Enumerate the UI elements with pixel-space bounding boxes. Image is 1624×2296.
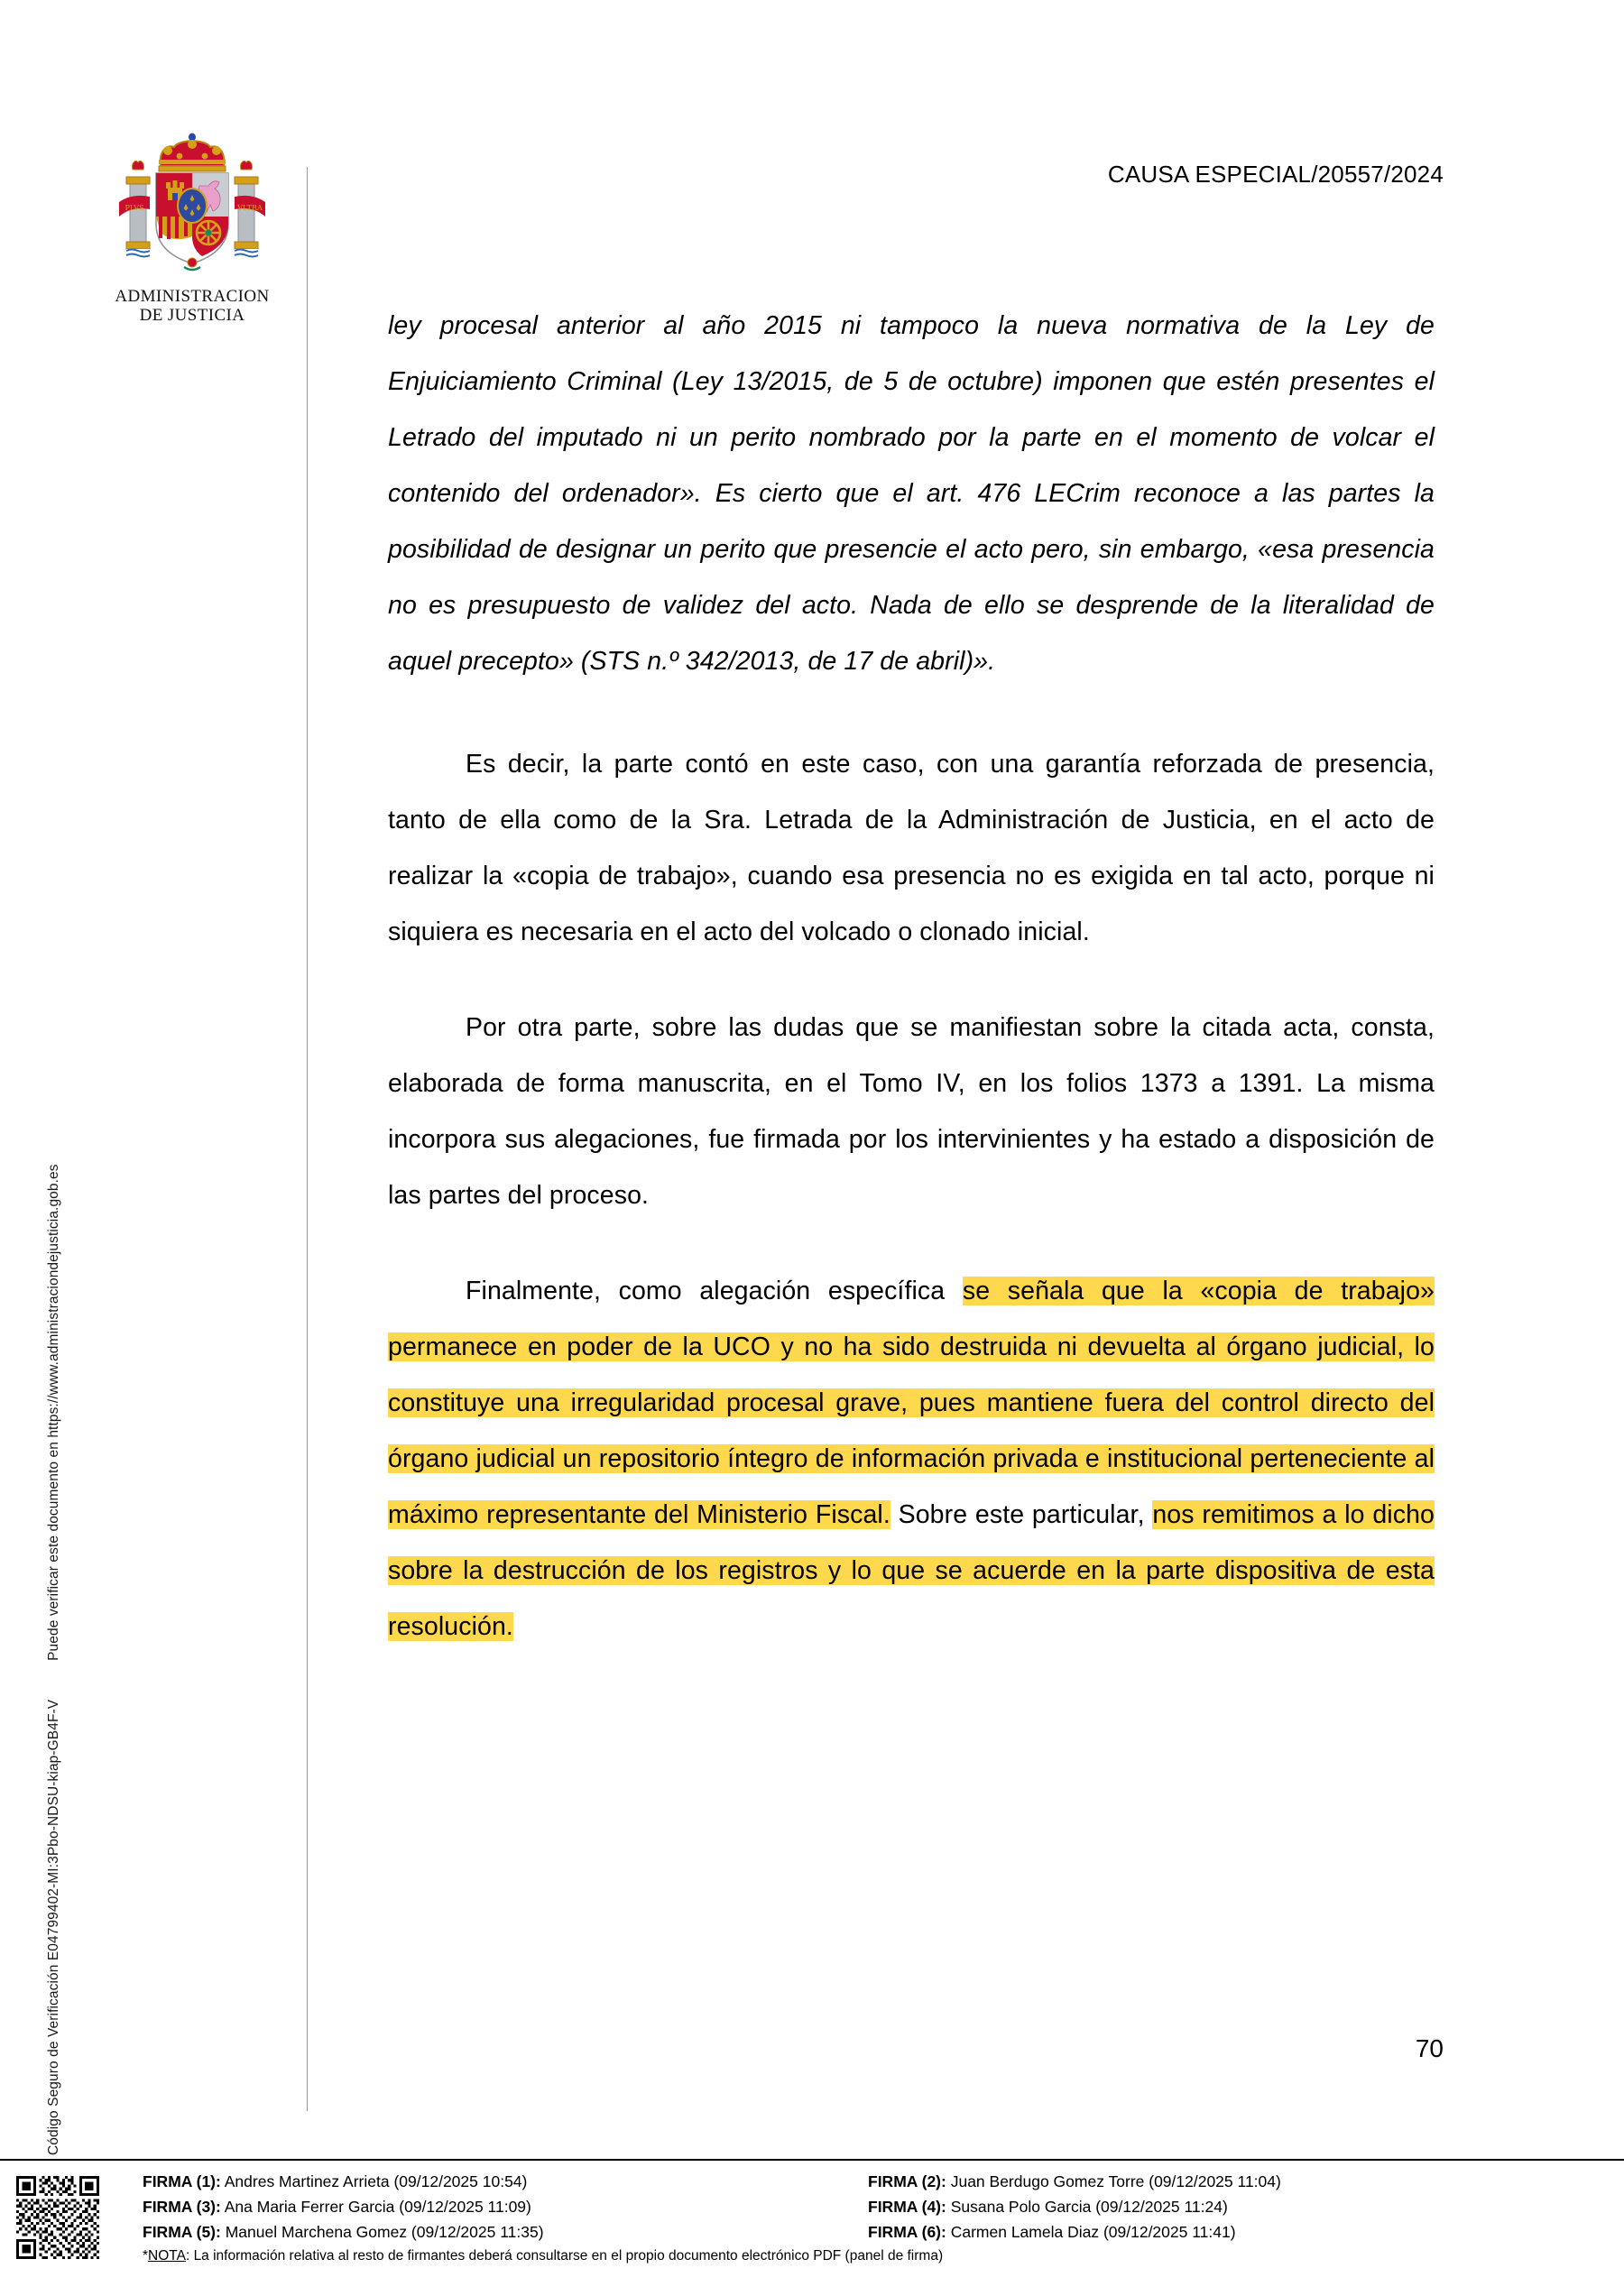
emblem-caption-line1: ADMINISTRACION (115, 287, 270, 306)
footer-note-asterisk: * (143, 2248, 149, 2264)
signature-label-3: FIRMA (3): (143, 2198, 221, 2216)
signature-value-3: Ana Maria Ferrer Garcia (09/12/2025 11:09) (224, 2198, 531, 2216)
signature-label-1: FIRMA (1): (143, 2172, 221, 2190)
signature-entry-4 (868, 2194, 1604, 2219)
signature-value-5: Manuel Marchena Gomez (09/12/2025 11:35) (225, 2223, 544, 2241)
signature-entry-5 (143, 2219, 855, 2245)
signature-entry-1 (143, 2169, 855, 2194)
signature-block (143, 2169, 1604, 2265)
csv-verify-url-text: Puede verificar este documento en https://www.administraciondejusticia.gob.es (46, 1164, 61, 1661)
csv-code-label: Código Seguro de Verificación E04799402-MI:3Pbo-NDSU-kiap-GB4F-V (46, 1699, 61, 2155)
emblem-caption (97, 287, 287, 326)
signature-entry-6 (868, 2219, 1604, 2245)
institutional-emblem (97, 126, 287, 326)
vertical-divider (307, 167, 308, 2111)
qr-code-icon (16, 2176, 99, 2259)
highlighted-text-a: se señala que la «copia de trabajo» permanece en poder de la UCO y no ha sido destruida ni devuelta al órgano judicial, lo constituye una irregularidad procesal grave, pues mantiene fuera del control directo del órgano judicial un repositorio íntegro de información privada e institucional perteneciente al máximo representante del Ministerio Fiscal. (388, 1277, 1435, 1529)
csv-verification-sidebar (46, 1037, 62, 2155)
highlighted-text-b: nos remitimos a lo dicho sobre la destrucción de los registros y lo que se acuerde en la parte dispositiva de esta resolución. (388, 1500, 1435, 1641)
signature-entry-3 (143, 2194, 855, 2219)
paragraph-two: Es decir, la parte contó en este caso, con una garantía reforzada de presencia, tanto de ella como de la Sra. Letrada de la Administración de Justicia, en el acto de realizar la «copia de trabajo», cuando esa presencia no es exigida en tal acto, porque ni siquiera es necesaria en el acto del volcado o clonado inicial. (388, 750, 1435, 946)
paragraph-three: Por otra parte, sobre las dudas que se manifiestan sobre la citada acta, consta, elaborada de forma manuscrita, en el Tomo IV, en los folios 1373 a 1391. La misma incorpora sus alegaciones, fue firmada por los intervinientes y ha estado a disposición de las partes del proceso. (388, 1013, 1435, 1210)
svg-text:PLVS: PLVS (125, 204, 144, 212)
emblem-caption-line2: DE JUSTICIA (139, 306, 245, 326)
paragraph-four-middle: Sobre este particular, (890, 1500, 1153, 1529)
paragraph-quote: ley procesal anterior al año 2015 ni tampoco la nueva normativa de la Ley de Enjuiciamiento Criminal (Ley 13/2015, de 5 de octubre) imponen que estén presentes el Letrado del imputado ni un perito nombrado por la parte en el momento de volcar el contenido del ordenador». Es cierto que el art. 476 LECrim reconoce a las partes la posibilidad de designar un perito que presencie el acto pero, sin embargo, «esa presencia no es presupuesto de validez del acto. Nada de ello se desprende de la literalidad de aquel precepto» (STS n.º 342/2013, de 17 de abril)». (388, 311, 1435, 676)
signature-value-2: Juan Berdugo Gomez Torre (09/12/2025 11:04) (950, 2172, 1281, 2190)
paragraph-four (388, 1263, 1435, 1655)
spain-coat-of-arms-icon (97, 126, 287, 284)
signature-label-4: FIRMA (4): (868, 2198, 946, 2216)
footer-note (143, 2247, 1604, 2265)
footer-note-keyword: NOTA (148, 2248, 186, 2264)
footer-note-text: : La información relativa al resto de firmantes deberá consultarse en el propio documento electrónico PDF (panel de firma) (185, 2248, 944, 2264)
signature-value-6: Carmen Lamela Diaz (09/12/2025 11:41) (950, 2223, 1236, 2241)
svg-text:VLTRA: VLTRA (237, 204, 263, 212)
document-body (388, 298, 1435, 1655)
footer-divider (0, 2159, 1624, 2161)
signature-label-2: FIRMA (2): (868, 2172, 946, 2190)
signature-label-6: FIRMA (6): (868, 2223, 946, 2241)
page-number: 70 (1415, 2034, 1444, 2062)
signature-value-4: Susana Polo Garcia (09/12/2025 11:24) (950, 2198, 1228, 2216)
case-reference-header: CAUSA ESPECIAL/20557/2024 (1107, 161, 1444, 188)
signature-value-1: Andres Martinez Arrieta (09/12/2025 10:54) (224, 2172, 528, 2190)
paragraph-four-lead: Finalmente, como alegación específica (466, 1277, 963, 1305)
signature-label-5: FIRMA (5): (143, 2223, 221, 2241)
signature-entry-2 (868, 2169, 1604, 2194)
